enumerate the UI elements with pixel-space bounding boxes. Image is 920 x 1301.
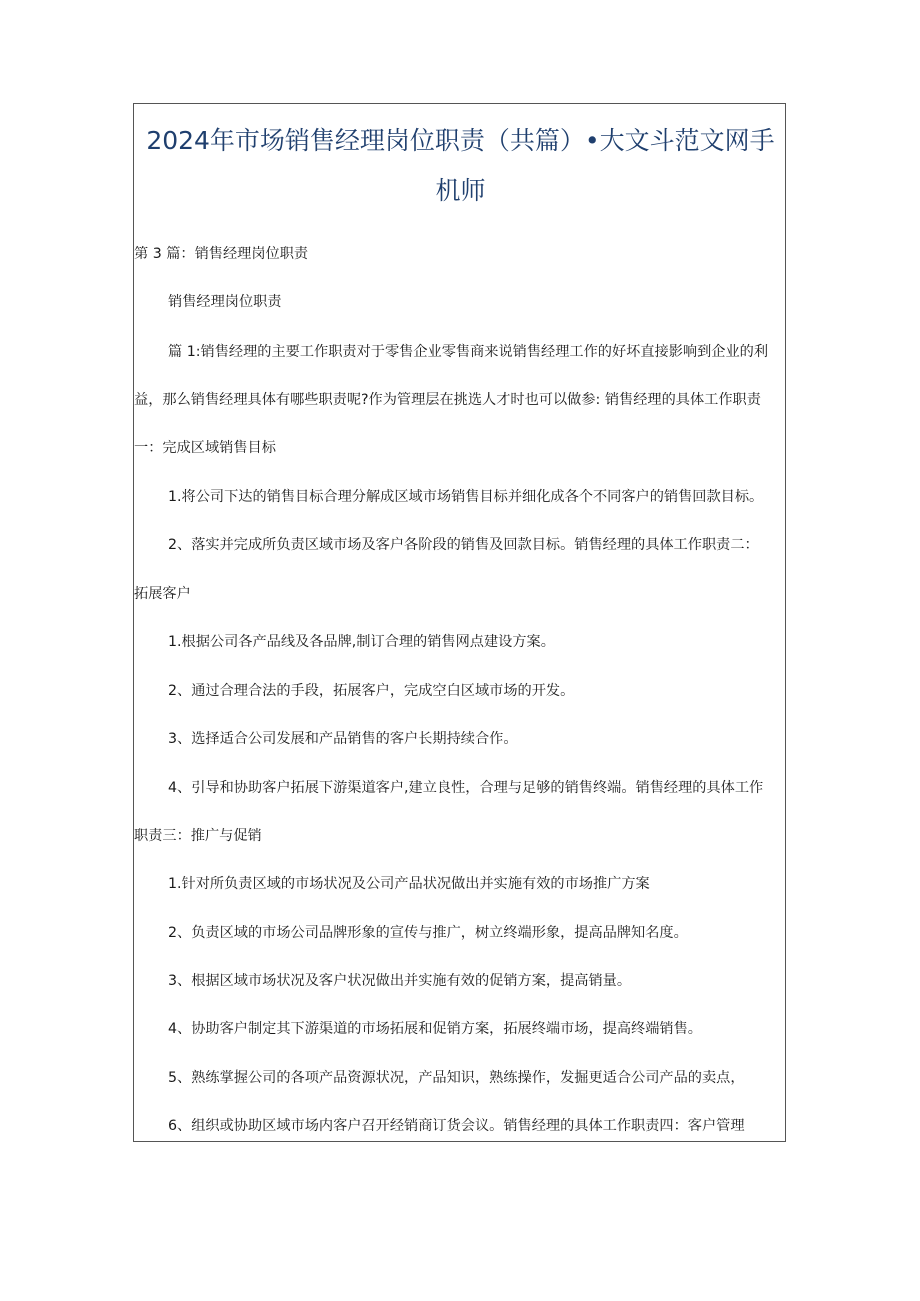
section-heading: 第 3 篇：销售经理岗位职责: [134, 246, 309, 262]
paragraph-line: 1.针对所负责区域的市场状况及公司产品状况做出并实施有效的市场推广方案: [168, 876, 650, 892]
subsection-heading: 销售经理岗位职责: [168, 294, 282, 310]
paragraph-line: 篇 1:销售经理的主要工作职责对于零售企业零售商来说销售经理工作的好坏直接影响到企业的利: [168, 344, 769, 360]
paragraph-line: 4、协助客户制定其下游渠道的市场拓展和促销方案，拓展终端市场，提高终端销售。: [168, 1021, 702, 1037]
paragraph-line: 2、落实并完成所负责区域市场及客户各阶段的销售及回款目标。销售经理的具体工作职责二：: [168, 537, 759, 553]
paragraph-line: 3、根据区域市场状况及客户状况做出并实施有效的促销方案，提高销量。: [168, 973, 632, 989]
paragraph-line: 1.根据公司各产品线及各品牌,制订合理的销售网点建设方案。: [168, 634, 555, 650]
paragraph-line: 职责三：推广与促销: [134, 828, 262, 844]
document-page: [133, 103, 786, 1142]
paragraph-line: 3、选择适合公司发展和产品销售的客户长期持续合作。: [168, 731, 518, 747]
paragraph-line: 5、熟练掌握公司的各项产品资源状况，产品知识，熟练操作，发掘更适合公司产品的卖点，: [168, 1070, 745, 1086]
document-title: 2024年市场销售经理岗位职责（共篇）•大文斗范文网手机师: [146, 126, 775, 205]
paragraph-line: 1.将公司下达的销售目标合理分解成区域市场销售目标并细化成各个不同客户的销售回款目标。: [168, 489, 764, 505]
paragraph-line: 拓展客户: [134, 586, 191, 602]
paragraph-line: 一：完成区域销售目标: [134, 440, 276, 456]
paragraph-line: 6、组织或协助区域市场内客户召开经销商订货会议。销售经理的具体工作职责四：客户管理: [168, 1118, 745, 1134]
paragraph-line: 2、通过合理合法的手段，拓展客户，完成空白区域市场的开发。: [168, 683, 575, 699]
paragraph-line: 2、负责区域的市场公司品牌形象的宣传与推广，树立终端形象，提高品牌知名度。: [168, 925, 688, 941]
paragraph-line: 4、引导和协助客户拓展下游渠道客户,建立良性，合理与足够的销售终端。销售经理的具体工作: [168, 780, 764, 796]
paragraph-line: 益，那么销售经理具体有哪些职责呢?作为管理层在挑选人才时也可以做参: 销售经理的具体工作职责: [134, 392, 761, 408]
